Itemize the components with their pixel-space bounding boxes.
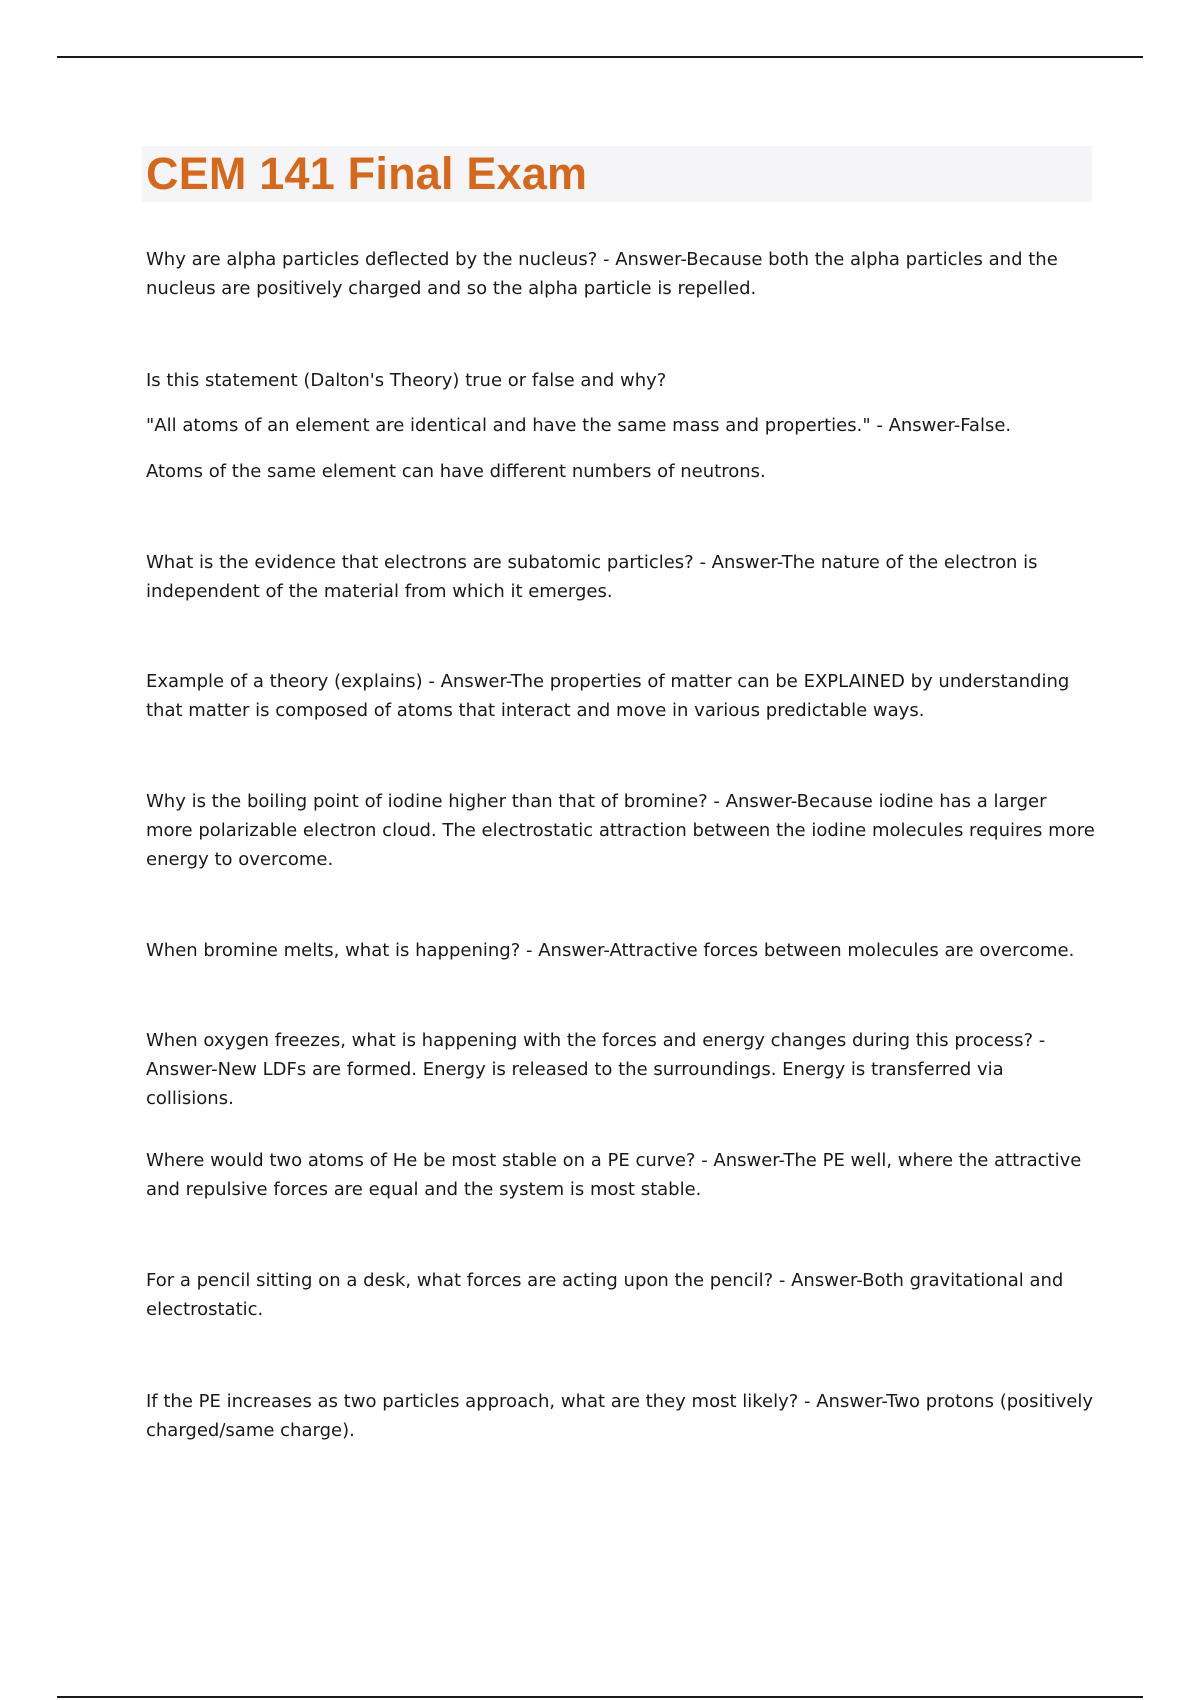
- qa-item-4: [146, 667, 1096, 725]
- qa-quote-answer: "All atoms of an element are identical and have the same mass and properties." - Answer-False.: [146, 415, 1012, 436]
- document-title: CEM 141 Final Exam: [146, 148, 588, 199]
- qa-text: Example of a theory (explains) - Answer-The properties of matter can be EXPLAINED by understanding that matter is composed of atoms that interact and move in various predictable ways.: [146, 671, 1070, 721]
- qa-text: For a pencil sitting on a desk, what forces are acting upon the pencil? - Answer-Both gravitational and electrostatic.: [146, 1270, 1064, 1320]
- footer-rule: [57, 1696, 1143, 1698]
- header-rule: [57, 56, 1143, 58]
- qa-text: If the PE increases as two particles approach, what are they most likely? - Answer-Two protons (positively charged/same charge).: [146, 1391, 1094, 1441]
- qa-text: What is the evidence that electrons are subatomic particles? - Answer-The nature of the electron is independent of the material from which it emerges.: [146, 552, 1038, 602]
- qa-text: When bromine melts, what is happening? - Answer-Attractive forces between molecules are overcome.: [146, 940, 1075, 961]
- qa-item-6: [146, 936, 1096, 965]
- qa-explanation: Atoms of the same element can have different numbers of neutrons.: [146, 461, 766, 482]
- qa-text: Where would two atoms of He be most stable on a PE curve? - Answer-The PE well, where the attractive and repulsive forces are equal and the system is most stable.: [146, 1150, 1082, 1200]
- qa-item-2: [146, 366, 1096, 486]
- qa-item-10: [146, 1387, 1096, 1445]
- qa-text: When oxygen freezes, what is happening with the forces and energy changes during this process? - Answer-New LDFs are formed. Energy is released to the surroundings. Energy is transferred via collisions.: [146, 1030, 1046, 1109]
- qa-item-7: [146, 1026, 1096, 1113]
- qa-item-5: [146, 787, 1096, 874]
- qa-text: Why is the boiling point of iodine higher than that of bromine? - Answer-Because iodine has a larger more polarizable electron cloud. The electrostatic attraction between the iodine molecules requires more energy to overcome.: [146, 791, 1095, 870]
- qa-item-3: [146, 548, 1096, 606]
- qa-item-1: [146, 245, 1096, 303]
- qa-text: Why are alpha particles deflected by the nucleus? - Answer-Because both the alpha particles and the nucleus are positively charged and so the alpha particle is repelled.: [146, 249, 1058, 299]
- qa-item-9: [146, 1266, 1096, 1324]
- qa-item-8: [146, 1146, 1096, 1204]
- qa-question: Is this statement (Dalton's Theory) true or false and why?: [146, 370, 667, 391]
